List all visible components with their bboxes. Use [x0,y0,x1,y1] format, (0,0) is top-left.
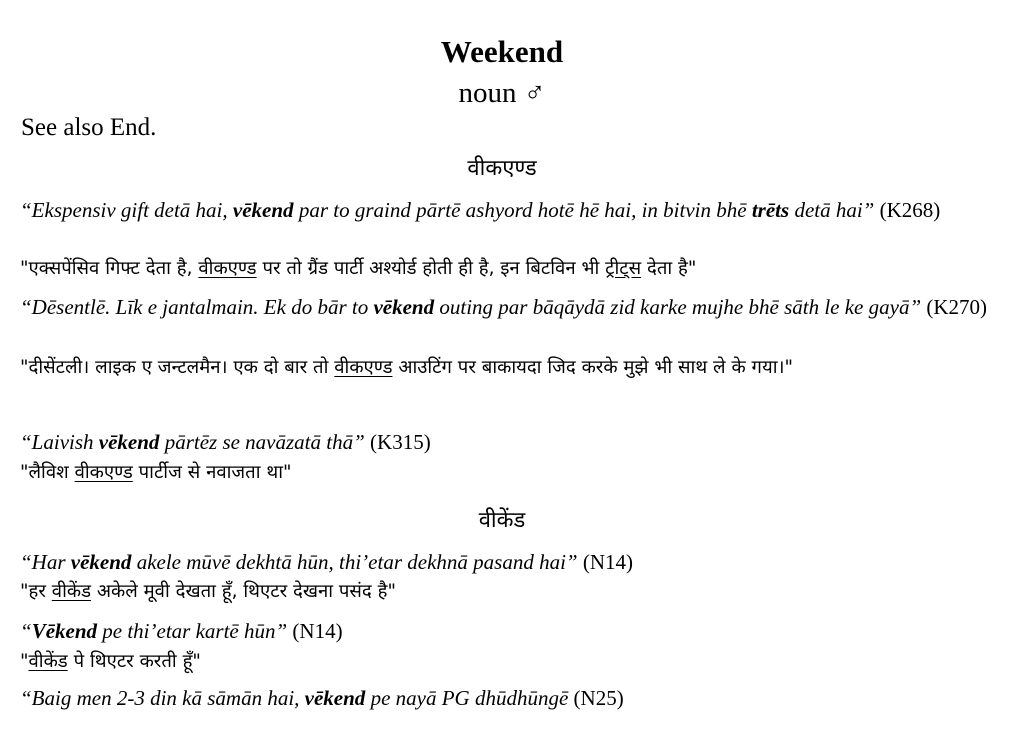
transliteration-quote: “Har vēkend akele mūvē dekhtā hūn, thi’etar dekhnā pasand hai” (N14) [20,550,633,574]
quote-reference: (K270) [921,295,988,319]
transliteration-quote: “Baig men 2-3 din kā sāmān hai, vēkend pe nayā PG dhūdhūngē (N25) [20,686,624,710]
transliteration-quote: “Laivish vēkend pārtēz se navāzatā thā” (K315) [20,430,431,454]
hindi-quote: "वीकेंड पे थिएटर करती हूँ" [20,651,201,672]
section-heading-1: वीकएण्ड [467,156,537,181]
hindi-quote: "एक्सपेंसिव गिफ्ट देता है, वीकएण्ड पर तो ग्रैंड पार्टी अश्योर्ड होती ही है, इन बिटविन भी ट्रीट्स देता है" [20,258,697,279]
quote-reference: (K268) [874,198,941,222]
transliteration-quote: “Vēkend pe thi’etar kartē hūn” (N14) [20,619,343,643]
quote-reference: (N14) [287,619,343,643]
hindi-quote: "लैविश वीकएण्ड पार्टीज से नवाजता था" [20,462,292,483]
quote-reference: (N14) [577,550,633,574]
see-also-note: See also End. [21,114,157,141]
transliteration-quote: “Ekspensiv gift detā hai, vēkend par to graind pārtē ashyord hotē hē hai, in bitvin bhē trēts detā hai” (K268) [20,198,941,222]
transliteration-quote: “Dēsentlē. Līk e jantalmain. Ek do bār to vēkend outing par bāqāydā zid karke mujhe bhē sāth le ke gayā” (K270) [20,295,988,319]
headword: Weekend [440,34,564,69]
part-of-speech: noun ♂ [458,77,546,109]
section-heading-2: वीकेंड [478,508,526,533]
hindi-quote: "दीसेंटली। लाइक ए जन्टलमैन। एक दो बार तो वीकएण्ड आउटिंग पर बाकायदा जिद करके मुझे भी साथ ले के गया।" [20,357,794,378]
hindi-quote: "हर वीकेंड अकेले मूवी देखता हूँ, थिएटर देखना पसंद है" [20,581,396,602]
quote-reference: (N25) [568,686,624,710]
quote-reference: (K315) [364,430,431,454]
